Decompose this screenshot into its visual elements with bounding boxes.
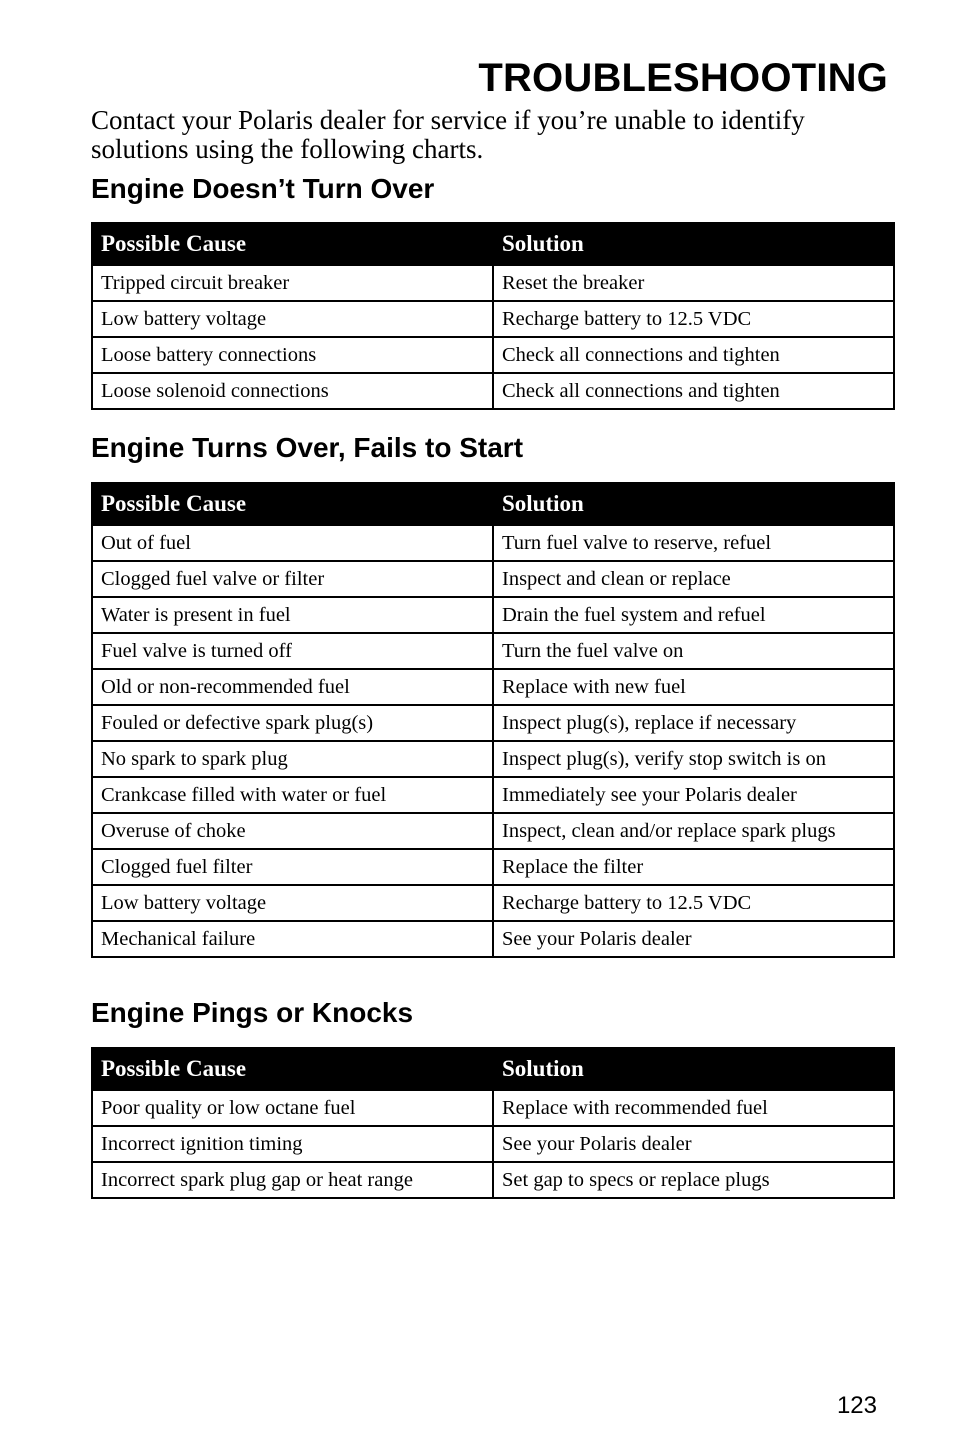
table-header-row (92, 483, 894, 525)
solution-cell: Inspect plug(s), replace if necessary (493, 705, 894, 741)
solution-cell: Immediately see your Polaris dealer (493, 777, 894, 813)
page-title: TROUBLESHOOTING (478, 56, 888, 100)
table-header-row (92, 1048, 894, 1090)
table-row (92, 1090, 894, 1126)
table-row (92, 669, 894, 705)
solution-cell: See your Polaris dealer (493, 921, 894, 957)
column-header-possible-cause: Possible Cause (92, 223, 493, 265)
solution-cell: Check all connections and tighten (493, 337, 894, 373)
column-header-possible-cause: Possible Cause (92, 1048, 493, 1090)
table-row (92, 849, 894, 885)
table-row (92, 885, 894, 921)
intro-paragraph: Contact your Polaris dealer for service if you’re unable to identify solutions using the following charts. (91, 105, 805, 164)
cause-cell: Loose battery connections (92, 337, 493, 373)
table-engine-doesnt-turn-over (91, 222, 895, 410)
solution-cell: Turn fuel valve to reserve, refuel (493, 525, 894, 561)
cause-cell: Fuel valve is turned off (92, 633, 493, 669)
cause-cell: Clogged fuel filter (92, 849, 493, 885)
cause-cell: Incorrect ignition timing (92, 1126, 493, 1162)
page-number: 123 (836, 1392, 877, 1419)
cause-cell: Low battery voltage (92, 301, 493, 337)
cause-cell: Crankcase filled with water or fuel (92, 777, 493, 813)
solution-cell: Inspect and clean or replace (493, 561, 894, 597)
solution-cell: Replace with new fuel (493, 669, 894, 705)
solution-cell: Turn the fuel valve on (493, 633, 894, 669)
solution-cell: Drain the fuel system and refuel (493, 597, 894, 633)
solution-cell: Recharge battery to 12.5 VDC (493, 301, 894, 337)
cause-cell: Poor quality or low octane fuel (92, 1090, 493, 1126)
table-row (92, 813, 894, 849)
table-row (92, 777, 894, 813)
cause-cell: Tripped circuit breaker (92, 265, 493, 301)
column-header-solution: Solution (493, 483, 894, 525)
table-row (92, 1162, 894, 1198)
cause-cell: Mechanical failure (92, 921, 493, 957)
solution-cell: Replace with recommended fuel (493, 1090, 894, 1126)
cause-cell: Loose solenoid connections (92, 373, 493, 409)
column-header-possible-cause: Possible Cause (92, 483, 493, 525)
cause-cell: Low battery voltage (92, 885, 493, 921)
table-row (92, 741, 894, 777)
cause-cell: Out of fuel (92, 525, 493, 561)
solution-cell: Replace the filter (493, 849, 894, 885)
table-row (92, 633, 894, 669)
cause-cell: Water is present in fuel (92, 597, 493, 633)
table-header-row (92, 223, 894, 265)
cause-cell: No spark to spark plug (92, 741, 493, 777)
cause-cell: Old or non-recommended fuel (92, 669, 493, 705)
column-header-solution: Solution (493, 1048, 894, 1090)
table-row (92, 373, 894, 409)
table-engine-pings-or-knocks (91, 1047, 895, 1199)
solution-cell: Check all connections and tighten (493, 373, 894, 409)
solution-cell: See your Polaris dealer (493, 1126, 894, 1162)
table-row (92, 301, 894, 337)
table-row (92, 921, 894, 957)
section-heading-engine-turns-over-fails-to-start: Engine Turns Over, Fails to Start (91, 432, 524, 463)
table-row (92, 265, 894, 301)
cause-cell: Clogged fuel valve or filter (92, 561, 493, 597)
table-row (92, 1126, 894, 1162)
table-row (92, 561, 894, 597)
cause-cell: Incorrect spark plug gap or heat range (92, 1162, 493, 1198)
table-row (92, 337, 894, 373)
solution-cell: Inspect plug(s), verify stop switch is on (493, 741, 894, 777)
table-row (92, 525, 894, 561)
section-heading-engine-pings-or-knocks: Engine Pings or Knocks (91, 997, 414, 1028)
cause-cell: Fouled or defective spark plug(s) (92, 705, 493, 741)
solution-cell: Reset the breaker (493, 265, 894, 301)
cause-cell: Overuse of choke (92, 813, 493, 849)
solution-cell: Inspect, clean and/or replace spark plugs (493, 813, 894, 849)
section-heading-engine-doesnt-turn-over: Engine Doesn’t Turn Over (91, 173, 435, 204)
table-row (92, 705, 894, 741)
table-row (92, 597, 894, 633)
solution-cell: Set gap to specs or replace plugs (493, 1162, 894, 1198)
column-header-solution: Solution (493, 223, 894, 265)
solution-cell: Recharge battery to 12.5 VDC (493, 885, 894, 921)
table-engine-turns-over-fails-to-start (91, 482, 895, 958)
